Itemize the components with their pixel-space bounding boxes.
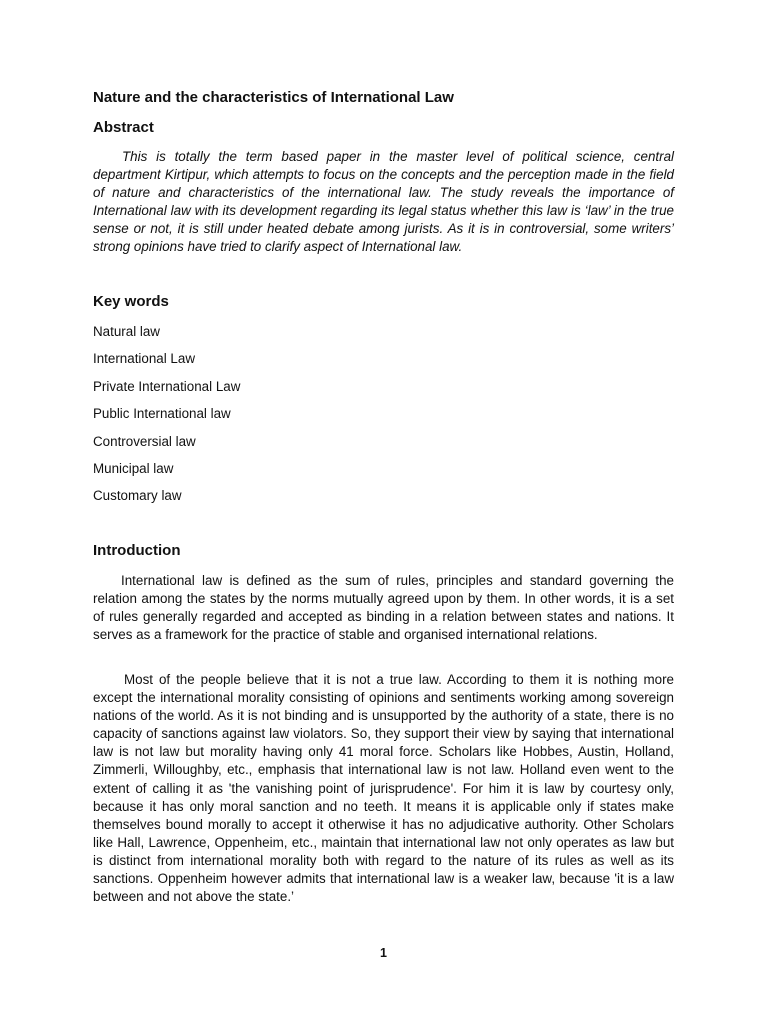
document-title: Nature and the characteristics of International Law xyxy=(93,89,454,106)
keyword-item: Public International law xyxy=(93,406,231,422)
keyword-item: International Law xyxy=(93,351,195,367)
abstract-heading: Abstract xyxy=(93,119,154,136)
keyword-item: Natural law xyxy=(93,324,160,339)
keyword-item: Municipal law xyxy=(93,460,174,476)
introduction-heading: Introduction xyxy=(93,542,181,559)
introduction-paragraph: Most of the people believe that it is not a true law. According to them it is nothing more except the international morality consisting of opinions and sentiments working among sovereign nations of the world. As it is not binding and is unsupported by the authority of a state, there is no capacity of sanctions against law violators. So, they support their view by saying that international law is not law but morality having only 41 moral force. Scholars like Hobbes, Austin, Holland, Zimmerli, Willoughby, etc., emphasis that international law is not law. Holland even went to the extent of calling it as 'the vanishing point of jurisprudence'. For him it is law by courtesy only, because it has only moral sanction and no teeth. It means it is applicable only if states make themselves bound morally to accept it otherwise it has no adjudicative authority. Other Scholars like Hall, Lawrence, Oppenheim, etc., maintain that international law not only operates as law but is distinct from international morality both with regard to the nature of its rules as well as its sanctions. Oppenheim however admits that international law is a weaker law, because 'it is a law between and not above the state.’ xyxy=(93,672,674,905)
keyword-item: Private International Law xyxy=(93,378,241,394)
keywords-heading: Key words xyxy=(93,293,169,310)
abstract-text: This is totally the term based paper in the master level of political science, central department Kirtipur, which attempts to focus on the concepts and the perception made in the field of nature and characteristics of the international law. The study reveals the importance of International law with its development regarding its legal status whether this law is ‘law’ in the true sense or not, it is still under heated debate among jurists. As it is in controversial, some writers’ strong opinions have tried to clarify aspect of International law. xyxy=(93,149,674,254)
keywords-list xyxy=(93,323,240,515)
introduction-paragraph: International law is defined as the sum of rules, principles and standard governing the relation among the states by the norms mutually agreed upon by them. In other words, it is a set of rules generally regarded and accepted as binding in a relation between states and nations. It serves as a framework for the practice of stable and organised international relations. xyxy=(93,573,674,643)
page-number: 1 xyxy=(380,946,387,960)
keyword-item: Customary law xyxy=(93,488,182,504)
keyword-item: Controversial law xyxy=(93,433,196,449)
document-page xyxy=(93,0,674,1024)
